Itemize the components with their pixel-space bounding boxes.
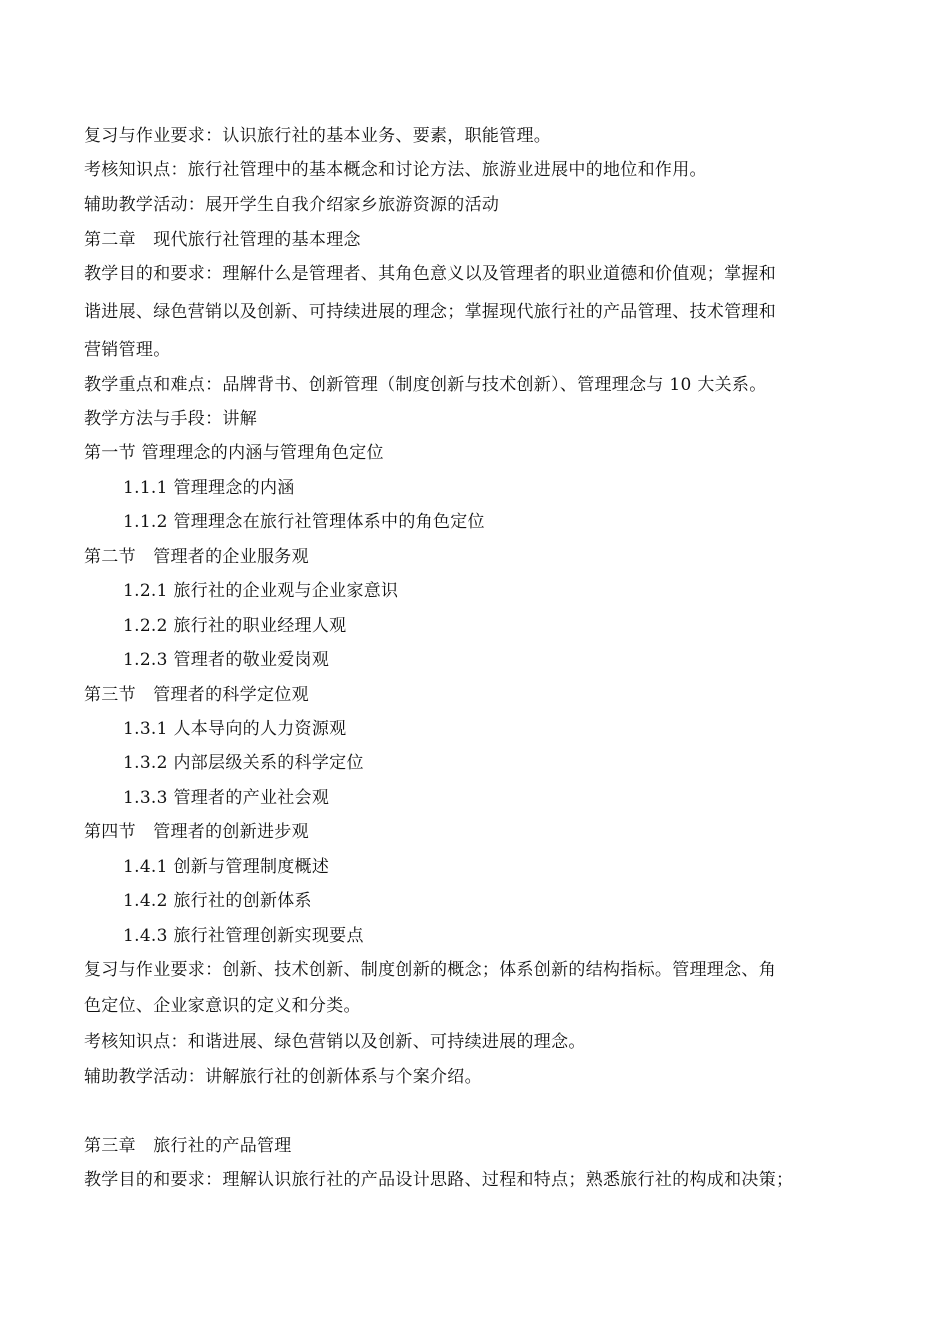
section-1-heading: 第一节 管理理念的内涵与管理角色定位 [84, 443, 384, 463]
assessment-points-ch1: 考核知识点：旅行社管理中的基本概念和讨论方法、旅游业进展中的地位和作用。 [84, 160, 707, 180]
subsection-1-4-1: 1.4.1 创新与管理制度概述 [123, 857, 330, 877]
auxiliary-activity-ch1: 辅助教学活动：展开学生自我介绍家乡旅游资源的活动 [84, 195, 500, 215]
section-4-heading: 第四节 管理者的创新进步观 [84, 822, 309, 842]
teaching-methods-ch2: 教学方法与手段：讲解 [84, 409, 257, 429]
subsection-1-4-3: 1.4.3 旅行社管理创新实现要点 [123, 926, 364, 946]
section-2-heading: 第二节 管理者的企业服务观 [84, 547, 309, 567]
subsection-1-3-1: 1.3.1 人本导向的人力资源观 [123, 719, 347, 739]
review-requirements-ch2-line-2: 色定位、企业家意识的定义和分类。 [84, 996, 361, 1016]
teaching-goals-ch2-line-1: 教学目的和要求：理解什么是管理者、其角色意义以及管理者的职业道德和价值观；掌握和 [84, 264, 776, 284]
review-requirements-ch2-line-1: 复习与作业要求：创新、技术创新、制度创新的概念；体系创新的结构指标。管理理念、角 [84, 960, 776, 980]
subsection-1-1-1: 1.1.1 管理理念的内涵 [123, 478, 295, 498]
review-requirements-ch1: 复习与作业要求：认识旅行社的基本业务、要素，职能管理。 [84, 126, 552, 146]
subsection-1-3-2: 1.3.2 内部层级关系的科学定位 [123, 753, 364, 773]
assessment-points-ch2: 考核知识点：和谐进展、绿色营销以及创新、可持续进展的理念。 [84, 1032, 586, 1052]
subsection-1-2-1: 1.2.1 旅行社的企业观与企业家意识 [123, 581, 399, 601]
teaching-goals-ch2-line-2: 谐进展、绿色营销以及创新、可持续进展的理念；掌握现代旅行社的产品管理、技术管理和 [84, 302, 776, 322]
key-points-ch2: 教学重点和难点：品牌背书、创新管理（制度创新与技术创新）、管理理念与 10 大关系。 [84, 375, 767, 395]
chapter-3-heading: 第三章 旅行社的产品管理 [84, 1136, 292, 1156]
auxiliary-activity-ch2: 辅助教学活动：讲解旅行社的创新体系与个案介绍。 [84, 1067, 482, 1087]
subsection-1-4-2: 1.4.2 旅行社的创新体系 [123, 891, 312, 911]
teaching-goals-ch2-line-3: 营销管理。 [84, 340, 171, 360]
teaching-goals-ch3-line-1: 教学目的和要求：理解认识旅行社的产品设计思路、过程和特点；熟悉旅行社的构成和决策； [84, 1170, 794, 1190]
subsection-1-3-3: 1.3.3 管理者的产业社会观 [123, 788, 330, 808]
chapter-2-heading: 第二章 现代旅行社管理的基本理念 [84, 230, 361, 250]
subsection-1-2-2: 1.2.2 旅行社的职业经理人观 [123, 616, 347, 636]
subsection-1-2-3: 1.2.3 管理者的敬业爱岗观 [123, 650, 330, 670]
section-3-heading: 第三节 管理者的科学定位观 [84, 685, 309, 705]
subsection-1-1-2: 1.1.2 管理理念在旅行社管理体系中的角色定位 [123, 512, 485, 532]
